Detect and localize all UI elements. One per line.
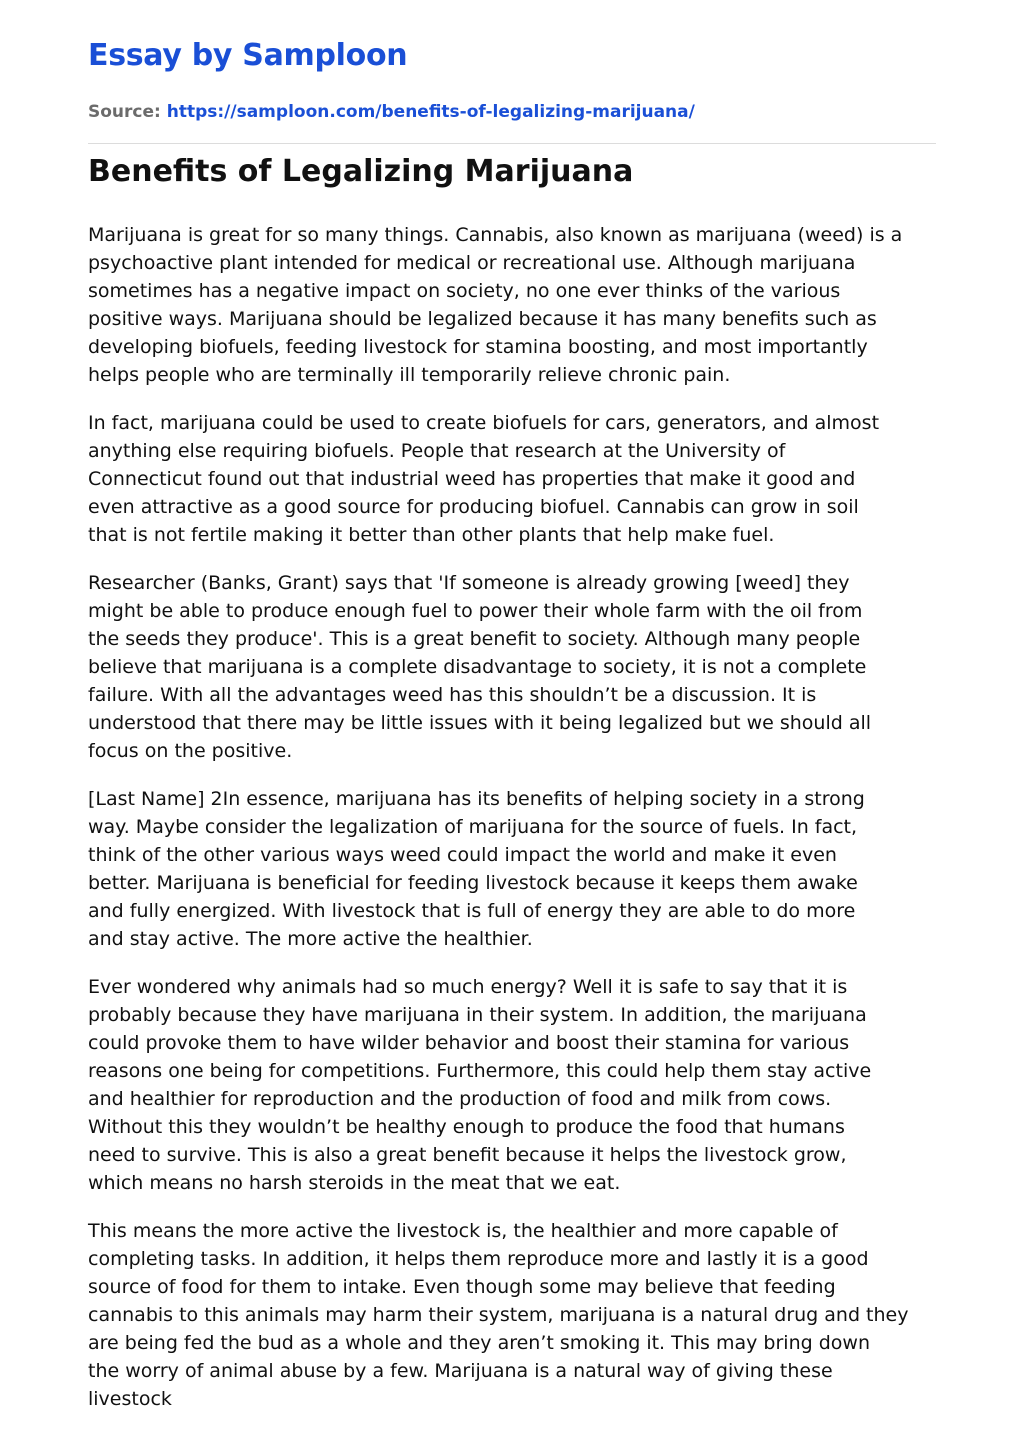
paragraph-line: better. Marijuana is beneficial for feeding livestock because it keeps them awake — [88, 872, 858, 894]
paragraph-line: failure. With all the advantages weed has this shouldn’t be a discussion. It is — [88, 684, 817, 706]
paragraph-line: could provoke them to have wilder behavior and boost their stamina for various — [88, 1032, 850, 1054]
paragraph-line: anything else requiring biofuels. People that research at the University of — [88, 440, 786, 462]
site-brand-title: Essay by Samploon — [88, 38, 408, 73]
essay-paragraph — [88, 409, 936, 549]
paragraph-line: Ever wondered why animals had so much energy? Well it is safe to say that it is — [88, 976, 848, 998]
paragraph-line: source of food for them to intake. Even though some may believe that feeding — [88, 1276, 836, 1298]
paragraph-line: the seeds they produce'. This is a great benefit to society. Although many people — [88, 628, 861, 650]
paragraph-line: [Last Name] 2In essence, marijuana has its benefits of helping society in a strong — [88, 788, 865, 810]
paragraph-line: need to survive. This is also a great benefit because it helps the livestock grow, — [88, 1144, 847, 1166]
paragraph-line: focus on the positive. — [88, 740, 293, 762]
paragraph-line: psychoactive plant intended for medical or recreational use. Although marijuana — [88, 252, 856, 274]
essay-body — [88, 221, 936, 1433]
paragraph-line: the worry of animal abuse by a few. Marijuana is a natural way of giving these — [88, 1360, 833, 1382]
paragraph-line: sometimes has a negative impact on society, no one ever thinks of the various — [88, 280, 841, 302]
paragraph-line: Connecticut found out that industrial weed has properties that make it good and — [88, 468, 856, 490]
essay-paragraph — [88, 569, 936, 765]
essay-title: Benefits of Legalizing Marijuana — [88, 154, 634, 189]
paragraph-line: are being fed the bud as a whole and they aren’t smoking it. This may bring down — [88, 1332, 870, 1354]
paragraph-line: and stay active. The more active the healthier. — [88, 928, 533, 950]
paragraph-line: Without this they wouldn’t be healthy enough to produce the food that humans — [88, 1116, 845, 1138]
paragraph-line: helps people who are terminally ill temporarily relieve chronic pain. — [88, 364, 731, 386]
essay-paragraph — [88, 1217, 936, 1413]
paragraph-line: Marijuana is great for so many things. Cannabis, also known as marijuana (weed) is a — [88, 224, 903, 246]
paragraph-line: completing tasks. In addition, it helps them reproduce more and lastly it is a good — [88, 1248, 869, 1270]
paragraph-line: and fully energized. With livestock that is full of energy they are able to do more — [88, 900, 856, 922]
essay-paragraph — [88, 785, 936, 953]
paragraph-line: think of the other various ways weed could impact the world and make it even — [88, 844, 837, 866]
source-line — [88, 102, 695, 122]
paragraph-line: even attractive as a good source for producing biofuel. Cannabis can grow in soil — [88, 496, 859, 518]
paragraph-line: understood that there may be little issues with it being legalized but we should all — [88, 712, 872, 734]
paragraph-line: reasons one being for competitions. Furthermore, this could help them stay active — [88, 1060, 872, 1082]
paragraph-line: cannabis to this animals may harm their system, marijuana is a natural drug and they — [88, 1304, 909, 1326]
essay-paragraph — [88, 221, 936, 389]
paragraph-line: livestock — [88, 1388, 172, 1410]
paragraph-line: Researcher (Banks, Grant) says that 'If someone is already growing [weed] they — [88, 572, 850, 594]
paragraph-line: which means no harsh steroids in the meat that we eat. — [88, 1172, 621, 1194]
paragraph-line: probably because they have marijuana in their system. In addition, the marijuana — [88, 1004, 867, 1026]
paragraph-line: positive ways. Marijuana should be legalized because it has many benefits such as — [88, 308, 877, 330]
paragraph-line: developing biofuels, feeding livestock for stamina boosting, and most importantly — [88, 336, 868, 358]
header-divider — [88, 143, 936, 144]
essay-paragraph — [88, 973, 936, 1197]
paragraph-line: might be able to produce enough fuel to power their whole farm with the oil from — [88, 600, 863, 622]
paragraph-line: way. Maybe consider the legalization of marijuana for the source of fuels. In fact, — [88, 816, 858, 838]
source-label: Source: — [88, 102, 167, 122]
source-link[interactable]: https://samploon.com/benefits-of-legalizing-marijuana/ — [166, 102, 695, 122]
paragraph-line: In fact, marijuana could be used to create biofuels for cars, generators, and almost — [88, 412, 880, 434]
paragraph-line: believe that marijuana is a complete disadvantage to society, it is not a complete — [88, 656, 867, 678]
paragraph-line: and healthier for reproduction and the production of food and milk from cows. — [88, 1088, 832, 1110]
paragraph-line: This means the more active the livestock is, the healthier and more capable of — [88, 1220, 838, 1242]
paragraph-line: that is not fertile making it better than other plants that help make fuel. — [88, 524, 775, 546]
